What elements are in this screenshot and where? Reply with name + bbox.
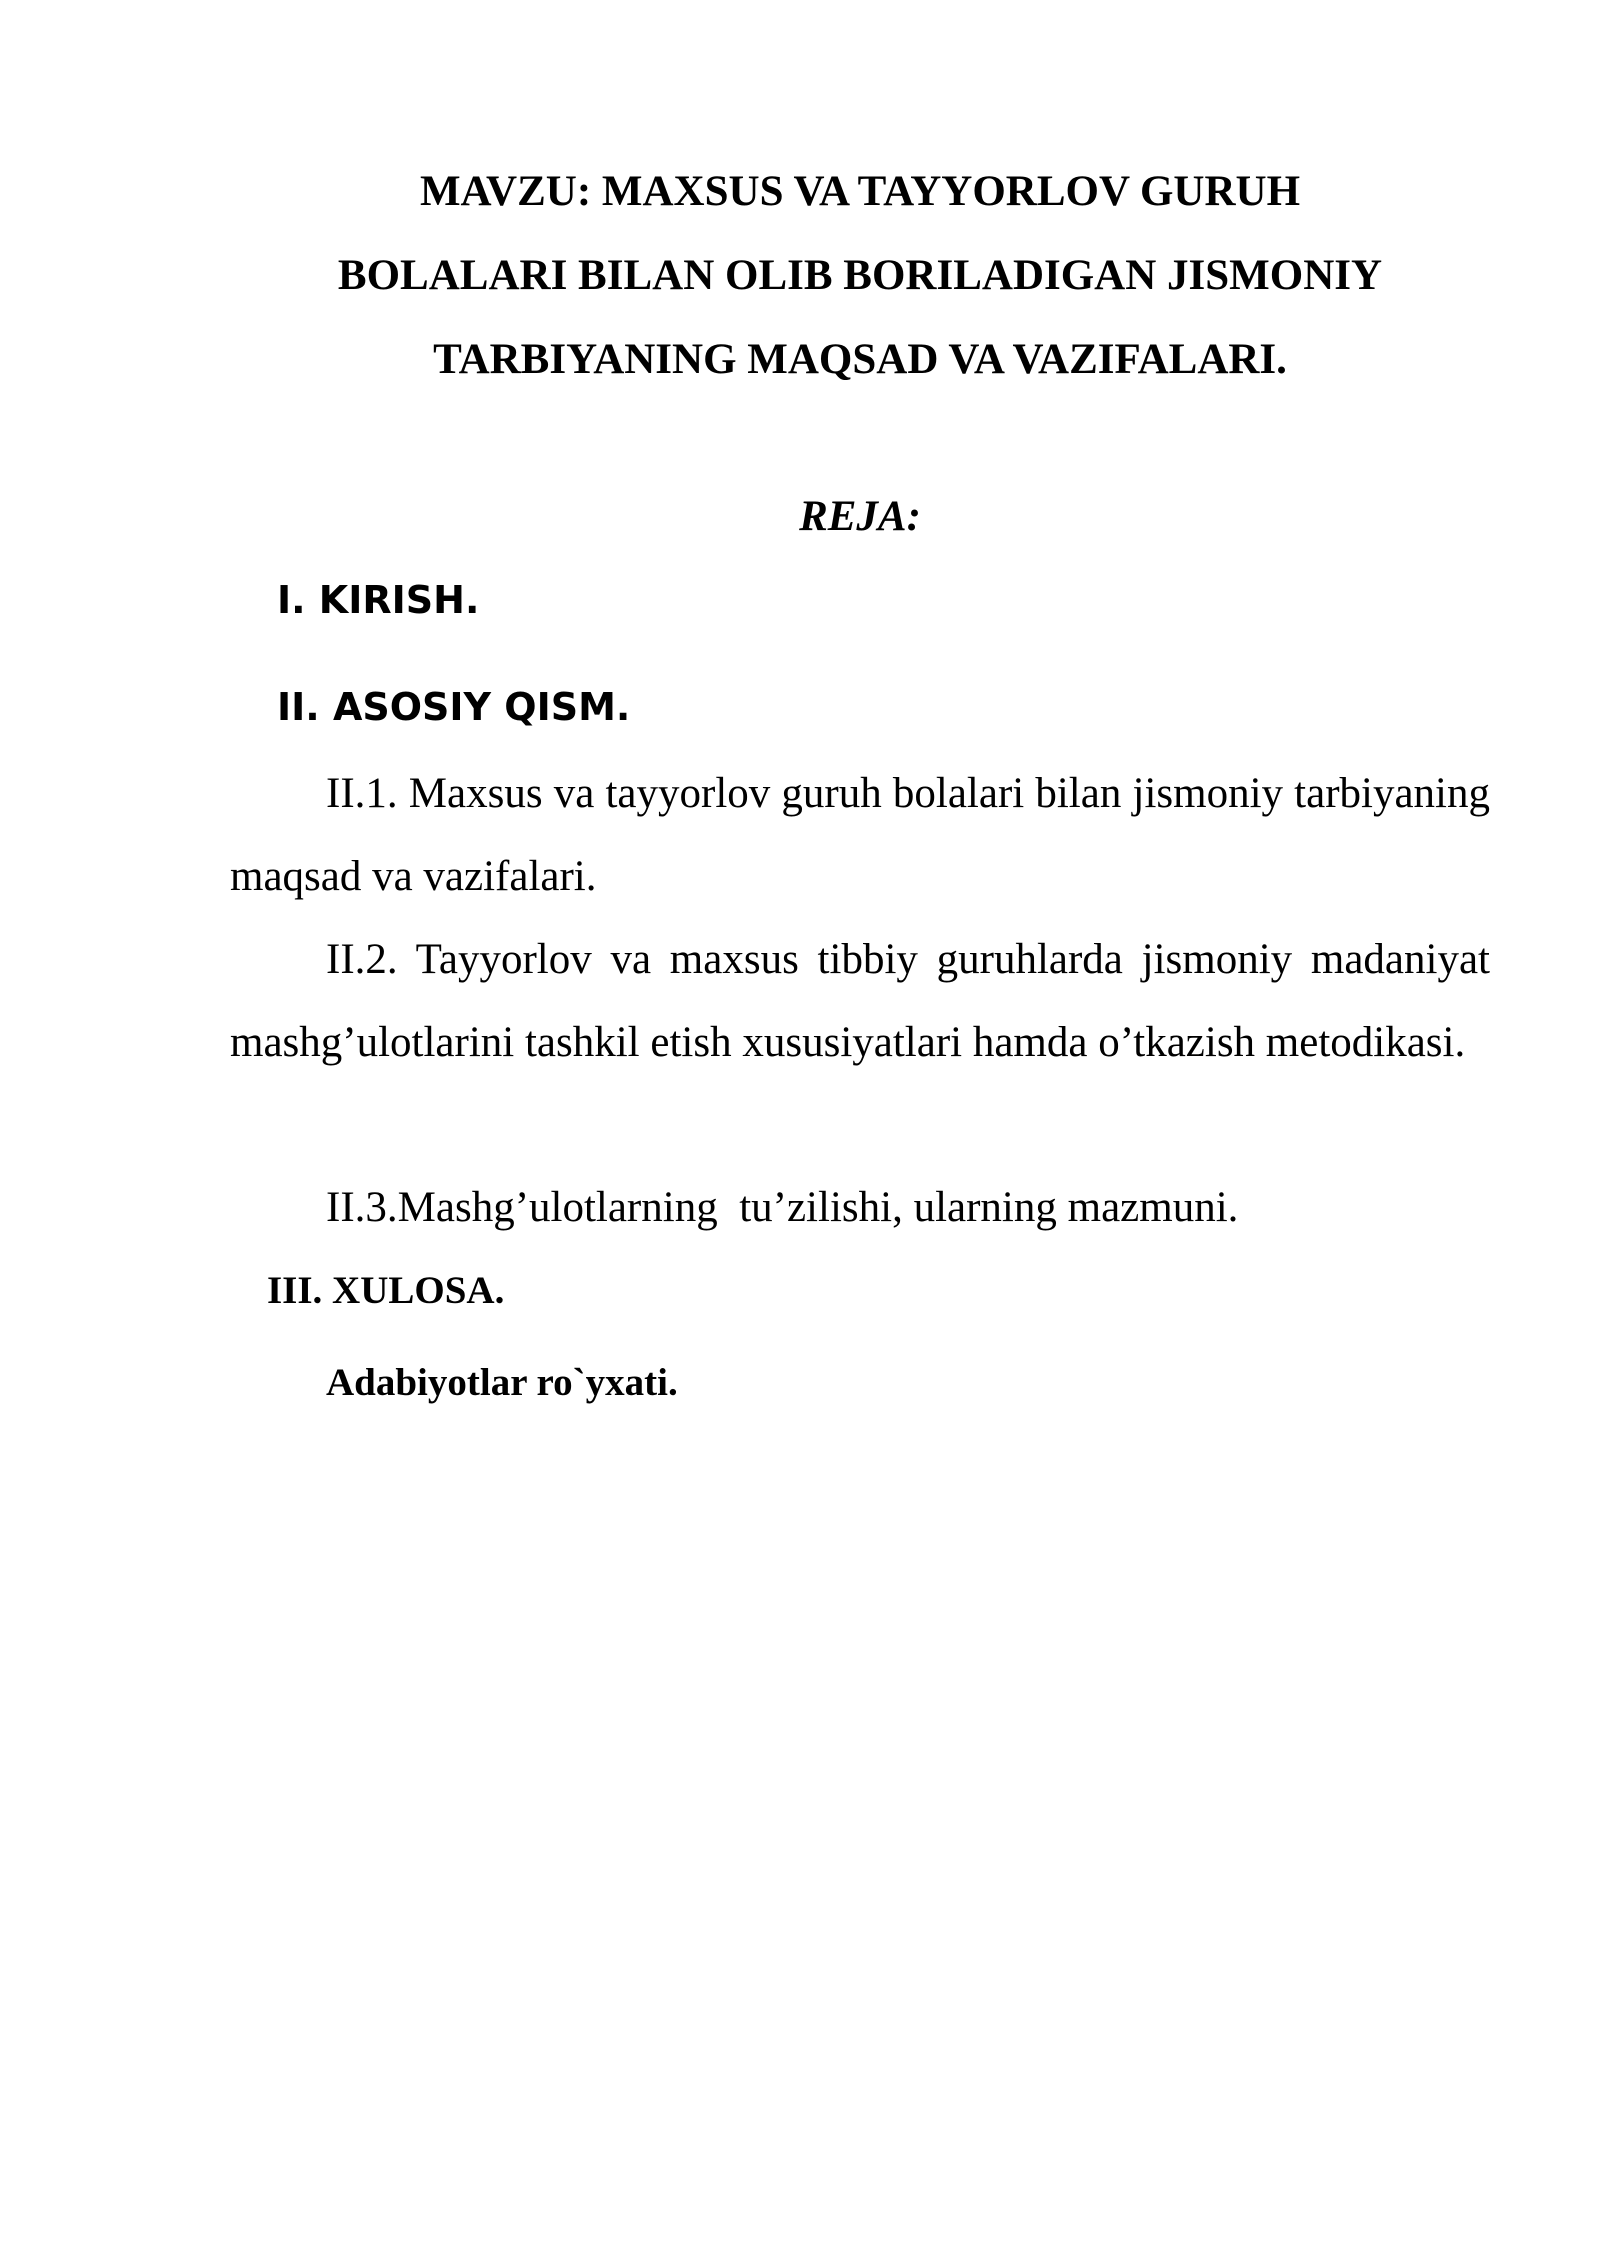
section-intro: I. KIRISH. [277, 578, 480, 622]
title-line-3: TARBIYANING MAQSAD VA VAZIFALARI. [433, 336, 1287, 383]
subsection-2-3: II.3.Mashg’ulotlarning tu’zilishi, ularning mazmuni. [326, 1184, 1239, 1231]
document-title [230, 150, 1490, 402]
section-conclusion: III. XULOSA. [267, 1269, 505, 1312]
section-references: Adabiyotlar ro`yxati. [326, 1361, 678, 1404]
plan-heading: REJA: [799, 493, 921, 540]
subsection-2-1: II.1. Maxsus va tayyorlov guruh bolalari bilan jismoniy tarbiyaning maqsad va vazifalari. [230, 770, 1490, 900]
section-main: II. ASOSIY QISM. [277, 685, 631, 729]
title-line-1: MAVZU: MAXSUS VA TAYYORLOV GURUH [419, 168, 1301, 215]
subsection-2-2: II.2. Tayyorlov va maxsus tibbiy guruhlarda jismoniy madaniyat mashg’ulotlarini tashkil etish xususiyatlari hamda o’tkazish metodikasi. [230, 936, 1490, 1066]
title-line-2: BOLALARI BILAN OLIB BORILADIGAN JISMONIY [337, 252, 1383, 299]
